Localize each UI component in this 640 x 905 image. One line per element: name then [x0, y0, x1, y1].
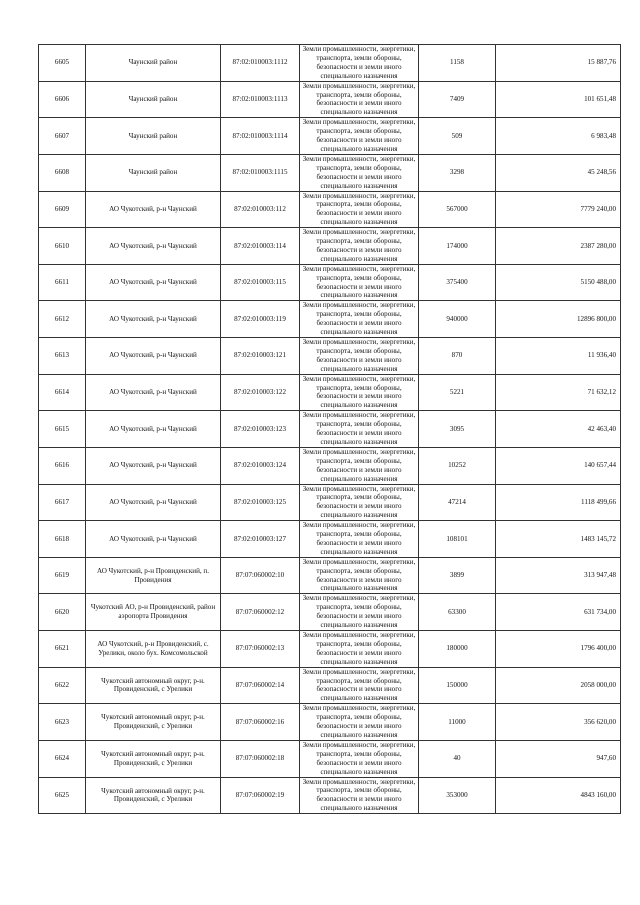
cadastral-number-cell: 87:02:010003:122	[221, 374, 300, 411]
area-cell: 567000	[419, 191, 496, 228]
cadastral-number-cell: 87:02:010003:1115	[221, 154, 300, 191]
land-category-cell: Земли промышленности, энергетики, транспорта, земли обороны, безопасности и земли иного специального назначения	[300, 228, 419, 265]
location-cell: АО Чукотский, р-н Чаунский	[86, 411, 221, 448]
land-category-cell: Земли промышленности, энергетики, транспорта, земли обороны, безопасности и земли иного специального назначения	[300, 118, 419, 155]
cadastral-value-cell: 7779 240,00	[496, 191, 621, 228]
cadastral-number-cell: 87:02:010003:125	[221, 484, 300, 521]
cadastral-number-cell: 87:07:060002:14	[221, 667, 300, 704]
cadastral-value-cell: 101 651,48	[496, 81, 621, 118]
area-cell: 870	[419, 338, 496, 375]
cadastral-number-cell: 87:07:060002:13	[221, 631, 300, 668]
area-cell: 940000	[419, 301, 496, 338]
location-cell: Чукотский автономный округ, р-н. Провиденский, с Урелики	[86, 704, 221, 741]
area-cell: 509	[419, 118, 496, 155]
table-body	[39, 45, 621, 814]
area-cell: 180000	[419, 631, 496, 668]
area-cell: 353000	[419, 777, 496, 814]
cadastral-number-cell: 87:02:010003:112	[221, 191, 300, 228]
land-category-cell: Земли промышленности, энергетики, транспорта, земли обороны, безопасности и земли иного специального назначения	[300, 594, 419, 631]
area-cell: 3095	[419, 411, 496, 448]
land-category-cell: Земли промышленности, энергетики, транспорта, земли обороны, безопасности и земли иного специального назначения	[300, 740, 419, 777]
row-number: 6620	[39, 594, 86, 631]
cadastral-number-cell: 87:02:010003:115	[221, 264, 300, 301]
area-cell: 40	[419, 740, 496, 777]
location-cell: АО Чукотский, р-н Чаунский	[86, 264, 221, 301]
area-cell: 63300	[419, 594, 496, 631]
row-number: 6616	[39, 447, 86, 484]
table-row	[39, 667, 621, 704]
land-category-cell: Земли промышленности, энергетики, транспорта, земли обороны, безопасности и земли иного специального назначения	[300, 338, 419, 375]
land-category-cell: Земли промышленности, энергетики, транспорта, земли обороны, безопасности и земли иного специального назначения	[300, 631, 419, 668]
land-category-cell: Земли промышленности, энергетики, транспорта, земли обороны, безопасности и земли иного специального назначения	[300, 521, 419, 558]
cadastral-number-cell: 87:02:010003:127	[221, 521, 300, 558]
location-cell: Чукотский автономный округ, р-н. Провиденский, с Урелики	[86, 667, 221, 704]
row-number: 6610	[39, 228, 86, 265]
cadastral-number-cell: 87:02:010003:119	[221, 301, 300, 338]
table-row	[39, 301, 621, 338]
land-category-cell: Земли промышленности, энергетики, транспорта, земли обороны, безопасности и земли иного специального назначения	[300, 411, 419, 448]
cadastral-value-cell: 1118 499,66	[496, 484, 621, 521]
cadastral-value-cell: 356 620,00	[496, 704, 621, 741]
table-row	[39, 228, 621, 265]
land-category-cell: Земли промышленности, энергетики, транспорта, земли обороны, безопасности и земли иного специального назначения	[300, 484, 419, 521]
cadastral-number-cell: 87:02:010003:1113	[221, 81, 300, 118]
table-row	[39, 45, 621, 82]
table-row	[39, 374, 621, 411]
table-row	[39, 740, 621, 777]
location-cell: АО Чукотский, р-н Чаунский	[86, 191, 221, 228]
cadastral-value-cell: 1796 400,00	[496, 631, 621, 668]
row-number: 6612	[39, 301, 86, 338]
table-row	[39, 264, 621, 301]
table-row	[39, 594, 621, 631]
cadastral-value-cell: 6 983,48	[496, 118, 621, 155]
area-cell: 108101	[419, 521, 496, 558]
row-number: 6621	[39, 631, 86, 668]
area-cell: 10252	[419, 447, 496, 484]
land-category-cell: Земли промышленности, энергетики, транспорта, земли обороны, безопасности и земли иного специального назначения	[300, 557, 419, 594]
cadastral-value-cell: 2058 000,00	[496, 667, 621, 704]
table-row	[39, 484, 621, 521]
land-category-cell: Земли промышленности, энергетики, транспорта, земли обороны, безопасности и земли иного специального назначения	[300, 374, 419, 411]
land-category-cell: Земли промышленности, энергетики, транспорта, земли обороны, безопасности и земли иного специального назначения	[300, 264, 419, 301]
cadastral-value-cell: 42 463,40	[496, 411, 621, 448]
cadastral-value-cell: 12896 800,00	[496, 301, 621, 338]
location-cell: Чаунский район	[86, 118, 221, 155]
location-cell: АО Чукотский, р-н Чаунский	[86, 484, 221, 521]
row-number: 6624	[39, 740, 86, 777]
location-cell: АО Чукотский, р-н Провиденский, п. Провидения	[86, 557, 221, 594]
row-number: 6623	[39, 704, 86, 741]
row-number: 6622	[39, 667, 86, 704]
cadastral-value-cell: 45 248,56	[496, 154, 621, 191]
row-number: 6613	[39, 338, 86, 375]
area-cell: 3899	[419, 557, 496, 594]
table-row	[39, 411, 621, 448]
cadastral-value-cell: 71 632,12	[496, 374, 621, 411]
area-cell: 3298	[419, 154, 496, 191]
cadastral-number-cell: 87:07:060002:10	[221, 557, 300, 594]
row-number: 6614	[39, 374, 86, 411]
land-category-cell: Земли промышленности, энергетики, транспорта, земли обороны, безопасности и земли иного специального назначения	[300, 81, 419, 118]
row-number: 6618	[39, 521, 86, 558]
table-row	[39, 557, 621, 594]
area-cell: 5221	[419, 374, 496, 411]
row-number: 6611	[39, 264, 86, 301]
location-cell: АО Чукотский, р-н Чаунский	[86, 447, 221, 484]
cadastral-number-cell: 87:02:010003:123	[221, 411, 300, 448]
row-number: 6608	[39, 154, 86, 191]
row-number: 6605	[39, 45, 86, 82]
cadastral-number-cell: 87:07:060002:12	[221, 594, 300, 631]
location-cell: АО Чукотский, р-н Чаунский	[86, 374, 221, 411]
cadastral-number-cell: 87:07:060002:19	[221, 777, 300, 814]
area-cell: 7409	[419, 81, 496, 118]
cadastral-number-cell: 87:02:010003:114	[221, 228, 300, 265]
location-cell: АО Чукотский, р-н Чаунский	[86, 338, 221, 375]
cadastral-number-cell: 87:02:010003:1114	[221, 118, 300, 155]
table-row	[39, 191, 621, 228]
location-cell: Чаунский район	[86, 45, 221, 82]
row-number: 6606	[39, 81, 86, 118]
location-cell: Чукотский автономный округ, р-н. Провиденский, с Урелики	[86, 740, 221, 777]
location-cell: АО Чукотский, р-н Провиденский, с. Урелики, около бух. Комсомольской	[86, 631, 221, 668]
land-category-cell: Земли промышленности, энергетики, транспорта, земли обороны, безопасности и земли иного специального назначения	[300, 704, 419, 741]
row-number: 6625	[39, 777, 86, 814]
location-cell: Чаунский район	[86, 154, 221, 191]
table-row	[39, 154, 621, 191]
cadastral-value-cell: 2387 280,00	[496, 228, 621, 265]
land-category-cell: Земли промышленности, энергетики, транспорта, земли обороны, безопасности и земли иного специального назначения	[300, 667, 419, 704]
land-category-cell: Земли промышленности, энергетики, транспорта, земли обороны, безопасности и земли иного специального назначения	[300, 191, 419, 228]
location-cell: АО Чукотский, р-н Чаунский	[86, 228, 221, 265]
area-cell: 47214	[419, 484, 496, 521]
location-cell: АО Чукотский, р-н Чаунский	[86, 521, 221, 558]
land-category-cell: Земли промышленности, энергетики, транспорта, земли обороны, безопасности и земли иного специального назначения	[300, 45, 419, 82]
table-row	[39, 521, 621, 558]
area-cell: 1158	[419, 45, 496, 82]
cadastral-number-cell: 87:02:010003:121	[221, 338, 300, 375]
location-cell: Чаунский район	[86, 81, 221, 118]
cadastral-value-cell: 631 734,00	[496, 594, 621, 631]
table-row	[39, 777, 621, 814]
cadastral-number-cell: 87:02:010003:1112	[221, 45, 300, 82]
location-cell: Чукотский АО, р-н Провиденский, район аэропорта Провидения	[86, 594, 221, 631]
table-row	[39, 704, 621, 741]
location-cell: АО Чукотский, р-н Чаунский	[86, 301, 221, 338]
table-row	[39, 118, 621, 155]
area-cell: 375400	[419, 264, 496, 301]
land-category-cell: Земли промышленности, энергетики, транспорта, земли обороны, безопасности и земли иного специального назначения	[300, 447, 419, 484]
cadastral-value-cell: 15 887,76	[496, 45, 621, 82]
land-category-cell: Земли промышленности, энергетики, транспорта, земли обороны, безопасности и земли иного специального назначения	[300, 154, 419, 191]
cadastral-value-cell: 4843 160,00	[496, 777, 621, 814]
cadastral-value-cell: 5150 488,00	[496, 264, 621, 301]
row-number: 6607	[39, 118, 86, 155]
cadastral-value-cell: 313 947,48	[496, 557, 621, 594]
land-registry-page	[38, 44, 616, 814]
cadastral-value-cell: 947,60	[496, 740, 621, 777]
cadastral-number-cell: 87:07:060002:16	[221, 704, 300, 741]
land-parcels-table	[38, 44, 621, 814]
cadastral-value-cell: 1483 145,72	[496, 521, 621, 558]
table-row	[39, 338, 621, 375]
row-number: 6609	[39, 191, 86, 228]
location-cell: Чукотский автономный округ, р-н. Провиденский, с Урелики	[86, 777, 221, 814]
land-category-cell: Земли промышленности, энергетики, транспорта, земли обороны, безопасности и земли иного специального назначения	[300, 301, 419, 338]
area-cell: 174000	[419, 228, 496, 265]
cadastral-number-cell: 87:02:010003:124	[221, 447, 300, 484]
table-row	[39, 447, 621, 484]
area-cell: 11000	[419, 704, 496, 741]
cadastral-value-cell: 11 936,40	[496, 338, 621, 375]
cadastral-number-cell: 87:07:060002:18	[221, 740, 300, 777]
table-row	[39, 81, 621, 118]
cadastral-value-cell: 140 657,44	[496, 447, 621, 484]
table-row	[39, 631, 621, 668]
row-number: 6617	[39, 484, 86, 521]
area-cell: 150000	[419, 667, 496, 704]
row-number: 6619	[39, 557, 86, 594]
row-number: 6615	[39, 411, 86, 448]
land-category-cell: Земли промышленности, энергетики, транспорта, земли обороны, безопасности и земли иного специального назначения	[300, 777, 419, 814]
